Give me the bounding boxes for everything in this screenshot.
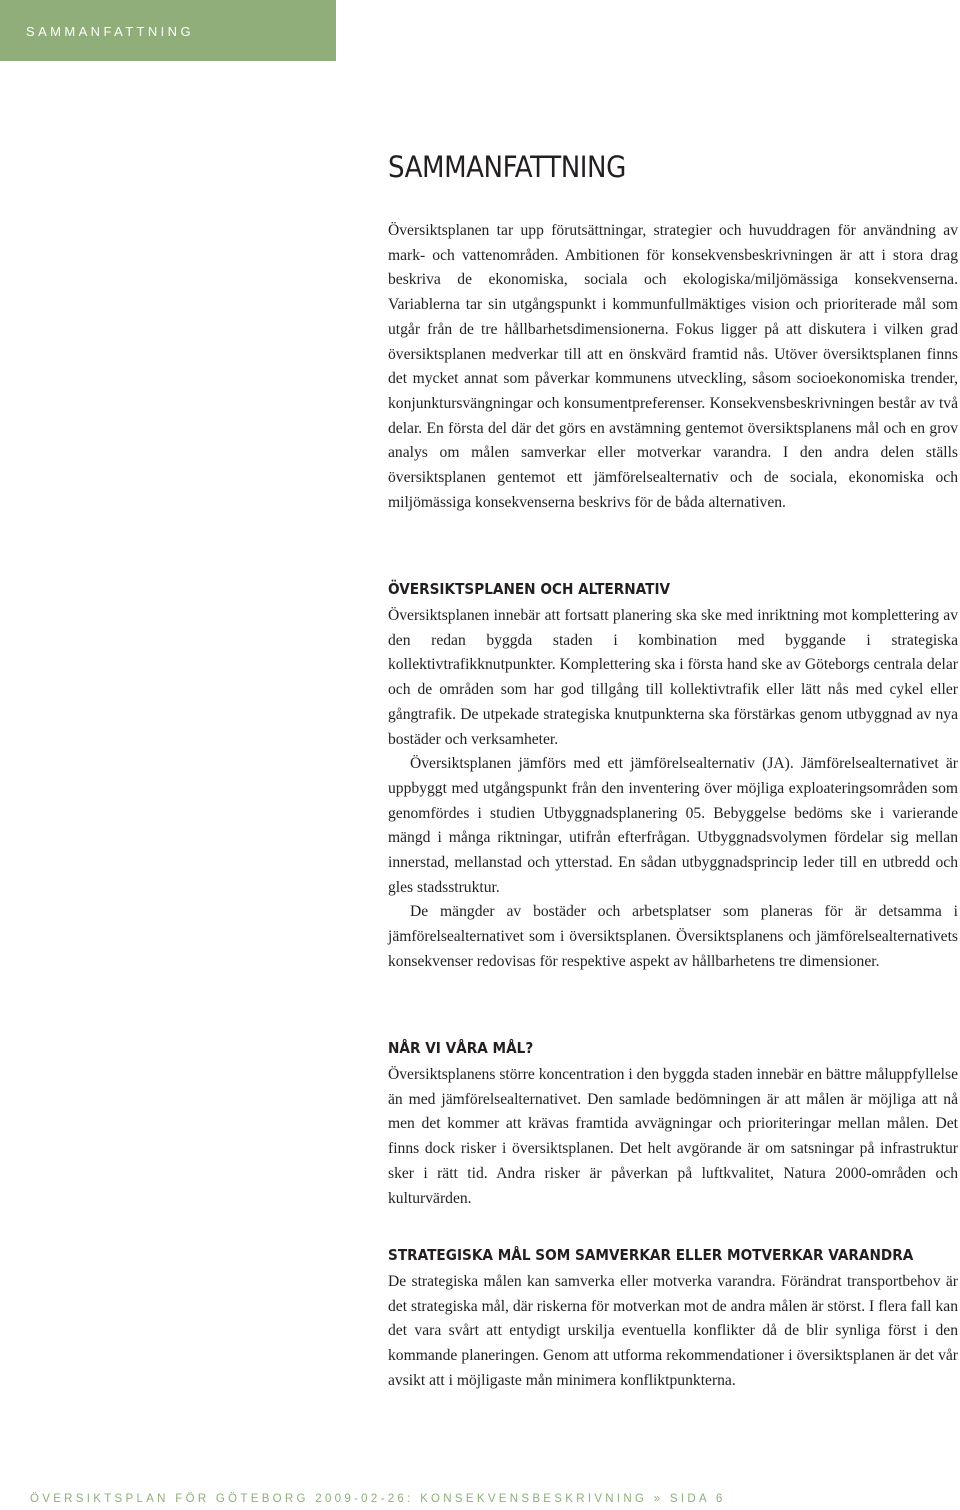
section-heading: ÖVERSIKTSPLANEN OCH ALTERNATIV <box>388 580 671 598</box>
body-paragraph: De strategiska målen kan samverka eller motverka varandra. Förändrat transportbehov är det strategiska mål, där riskerna för motverkan mot de andra målen är störst. I flera fall kan det vara svårt att entydigt urskilja eventuella konflikter då de blir synliga först i den kommande planeringen. Genom att utforma rekommendationer i översiktsplanen är det vår avsikt att i möjligaste mån minimera konfliktpunkterna. <box>388 1273 958 1389</box>
page-footer: ÖVERSIKTSPLAN FÖR GÖTEBORG 2009-02-26: KONSEKVENSBESKRIVNING » SIDA 6 <box>30 1493 726 1505</box>
section-oversiktsplanen-och-alternativ <box>388 579 958 975</box>
intro-paragraph: Översiktsplanen tar upp förutsättningar, strategier och huvuddragen för användning av mark- och vattenområden. Ambitionen för konsekvensbeskrivningen är att i stora drag beskriva de ekonomiska, sociala och ekologiska/miljömässiga konsekvenserna. Variablerna tar sin utgångspunkt i kommunfullmäktiges vision och prioriterade mål som utgår från de tre hållbarhetsdimensionerna. Fokus ligger på att diskutera i vilken grad översiktsplanen medverkar till att en önskvärd framtid nås. Utöver översiktsplanen finns det mycket annat som påverkar kommunens utveckling, såsom socioekonomiska trender, konjunktursvängningar och konsumentpreferenser. Konsekvensbeskrivningen består av två delar. En första del där det görs en avstämning gentemot översiktsplanens mål och en grov analys om målen samverkar eller motverkar varandra. I den andra delen ställs översiktsplanen gentemot ett jämförelsealternativ och de sociala, ekonomiska och miljömässiga konsekvenserna beskrivs för de båda alternativen. <box>388 222 958 511</box>
section-heading: STRATEGISKA MÅL SOM SAMVERKAR ELLER MOTVERKAR VARANDRA <box>388 1246 914 1264</box>
body-paragraph: Översiktsplanen jämförs med ett jämförelsealternativ (JA). Jämförelsealternativet är uppbyggt med utgångspunkt från den inventering över möjliga exploateringsområden som genomfördes i studien Utbyggnadsplanering 05. Bebyggelse bedöms ske i varierande mängd i många riktningar, utifrån efterfrågan. Utbyggnadsvolymen fördelar sig mellan innerstad, mellanstad och ytterstad. En sådan utbyggnadsprincip leder till en utbredd och gles stadsstruktur. <box>388 755 958 896</box>
intro-section <box>388 219 958 515</box>
section-tab-label: SAMMANFATTNING <box>26 24 194 39</box>
body-paragraph: Översiktsplanens större koncentration i den byggda staden innebär en bättre måluppfyllelse än med jämförelsealternativet. Den samlade bedömningen är att målen är möjliga att nå men det kommer att krävas framtida avvägningar och prioriteringar mellan målen. Det finns dock risker i översiktsplanen. Det helt avgörande är om satsningar på infrastruktur sker i rätt tid. Andra risker är påverkan på luftkvalitet, Natura 2000-områden och kulturvärden. <box>388 1066 958 1207</box>
page-title: SAMMANFATTNING <box>388 150 626 184</box>
section-strategiska-mal <box>388 1245 958 1394</box>
section-heading: NÅR VI VÅRA MÅL? <box>388 1039 534 1057</box>
body-paragraph: Översiktsplanen innebär att fortsatt planering ska ske med inriktning mot komplettering av den redan byggda staden i kombination med byggande i strategiska kollektivtrafikknutpunkter. Komplettering ska i första hand ske av Göteborgs centrala delar och de områden som har god tillgång till kollektivtrafik eller lätt nås med cykel eller gångtrafik. De utpekade strategiska knutpunkterna ska förstärkas genom utbyggnad av nya bostäder och verksamheter. <box>388 607 958 748</box>
section-tab <box>0 0 336 61</box>
body-paragraph: De mängder av bostäder och arbetsplatser som planeras för är detsamma i jämförelsealternativet som i översiktsplanen. Översiktsplanens och jämförelsealternativets konsekvenser redovisas för respektive aspekt av hållbarhetens tre dimensioner. <box>388 903 958 970</box>
section-nar-vi-vara-mal <box>388 1038 958 1211</box>
